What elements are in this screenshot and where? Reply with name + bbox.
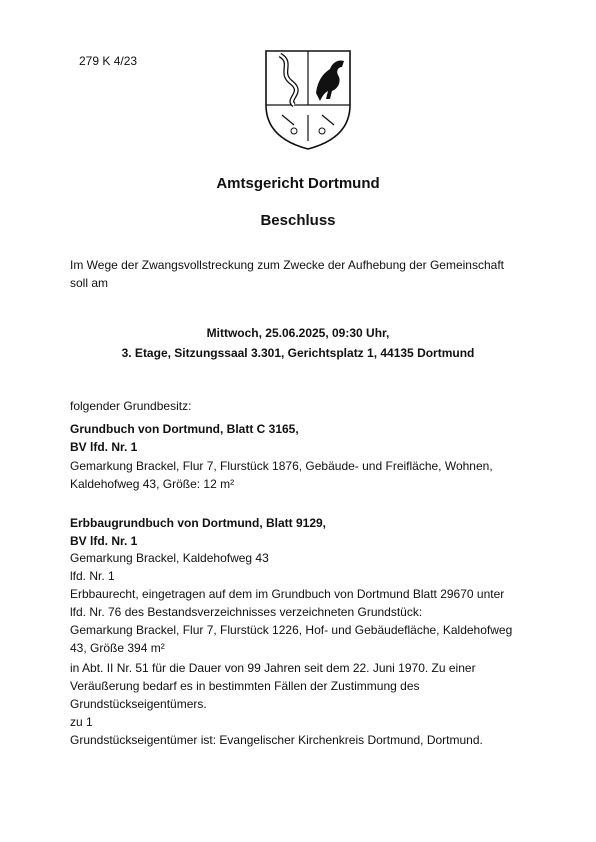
property2-line: lfd. Nr. 76 des Bestandsverzeichnisses verzeichneten Grundstück: <box>70 605 423 619</box>
property-intro: folgender Grundbesitz: <box>70 399 192 413</box>
property1-register: Grundbuch von Dortmund, Blatt C 3165, <box>70 422 299 436</box>
property2-item: BV lfd. Nr. 1 <box>70 534 138 548</box>
property2-line: Veräußerung bedarf es in bestimmten Fällen der Zustimmung des <box>70 679 420 693</box>
property1-desc-1: Gemarkung Brackel, Flur 7, Flurstück 1876, Gebäude- und Freifläche, Wohnen, <box>70 459 493 473</box>
appointment-location: 3. Etage, Sitzungssaal 3.301, Gerichtsplatz 1, 44135 Dortmund <box>121 346 475 360</box>
property2-line: zu 1 <box>70 715 93 729</box>
property2-line: Erbbaurecht, eingetragen auf dem im Grundbuch von Dortmund Blatt 29670 unter <box>70 587 505 601</box>
property2-line: Grundstückseigentümers. <box>70 697 207 711</box>
property2-line: 43, Größe 394 m² <box>70 641 165 655</box>
document-title: Beschluss <box>260 212 336 229</box>
appointment-date: Mittwoch, 25.06.2025, 09:30 Uhr, <box>206 326 390 340</box>
property1-item: BV lfd. Nr. 1 <box>70 440 138 454</box>
nrw-coat-of-arms-icon <box>258 43 358 153</box>
court-name: Amtsgericht Dortmund <box>216 175 380 192</box>
intro-line-1: Im Wege der Zwangsvollstreckung zum Zwecke der Aufhebung der Gemeinschaft <box>70 258 504 272</box>
property2-line: Gemarkung Brackel, Flur 7, Flurstück 1226, Hof- und Gebäudefläche, Kaldehofweg <box>70 623 513 637</box>
property2-line: in Abt. II Nr. 51 für die Dauer von 99 Jahren seit dem 22. Juni 1970. Zu einer <box>70 661 476 675</box>
owner-line: Grundstückseigentümer ist: Evangelischer Kirchenkreis Dortmund, Dortmund. <box>70 733 483 747</box>
property2-register: Erbbaugrundbuch von Dortmund, Blatt 9129, <box>70 516 327 530</box>
property1-desc-2: Kaldehofweg 43, Größe: 12 m² <box>70 477 235 491</box>
property2-line: Gemarkung Brackel, Kaldehofweg 43 <box>70 551 269 565</box>
intro-line-2: soll am <box>70 276 109 290</box>
case-number: 279 K 4/23 <box>79 54 138 68</box>
property2-line: lfd. Nr. 1 <box>70 569 115 583</box>
